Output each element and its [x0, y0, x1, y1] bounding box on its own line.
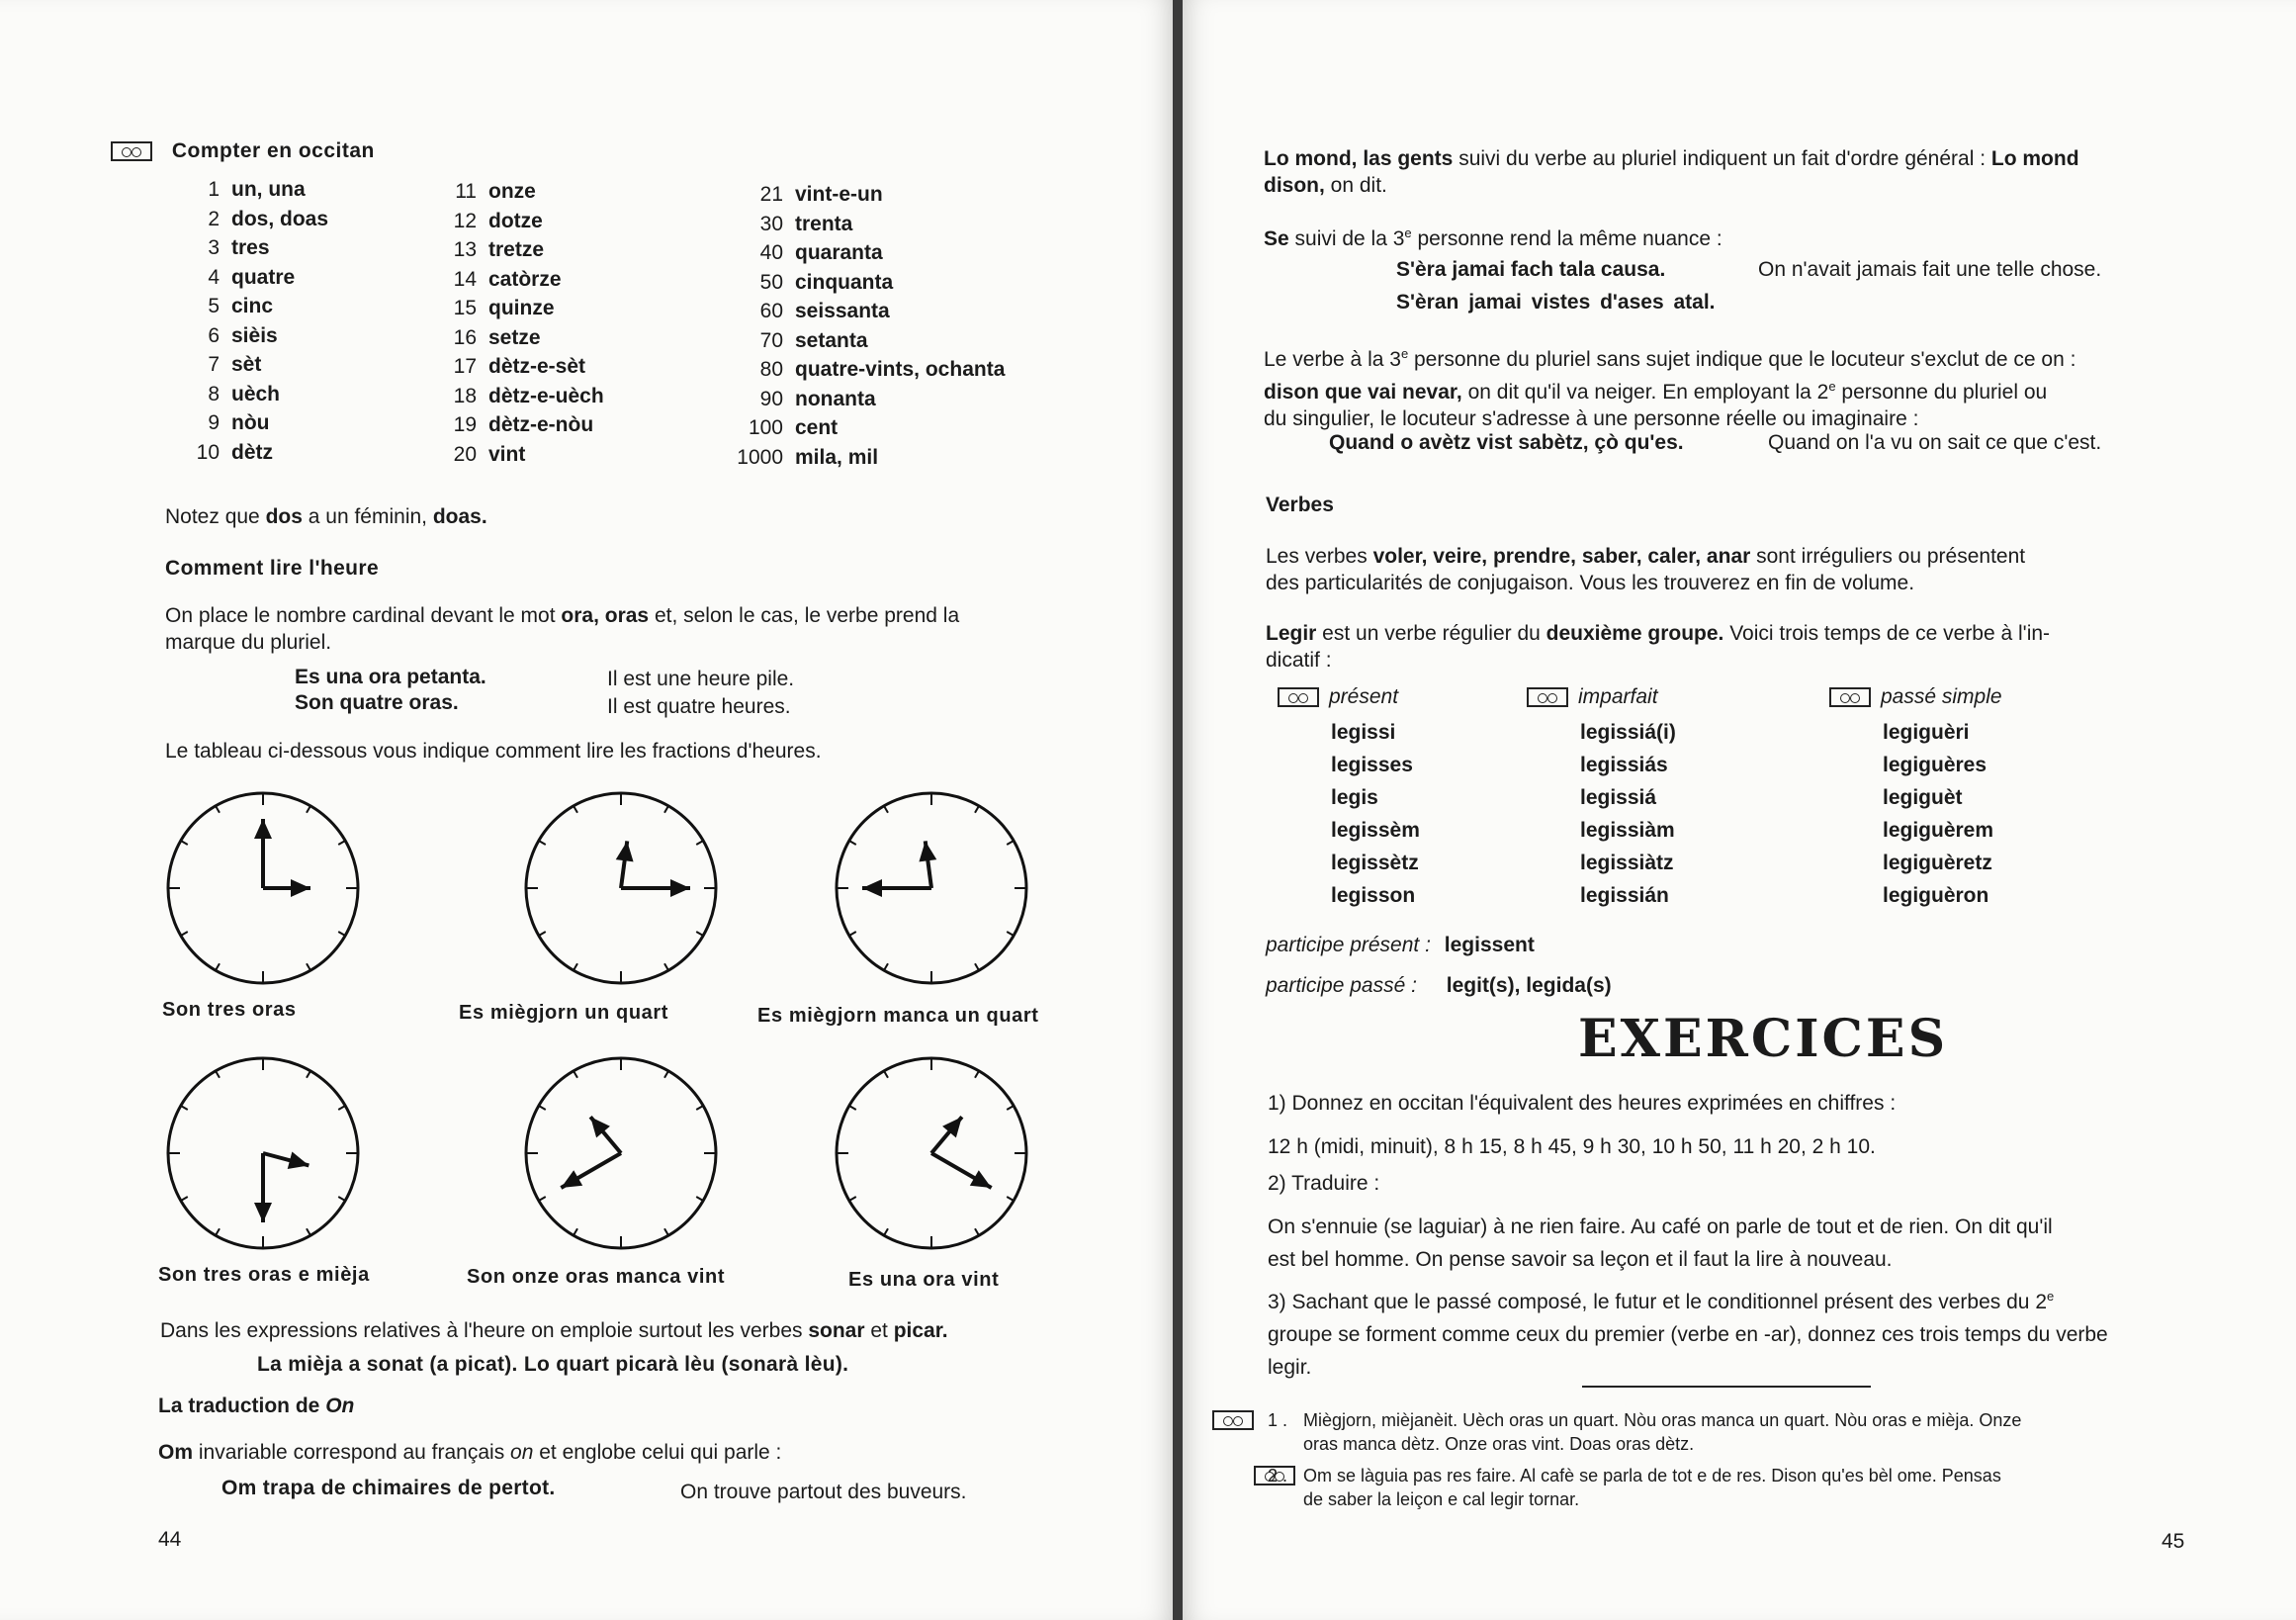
number-word: un, una	[231, 178, 306, 201]
om-paragraph: Om invariable correspond au français on et englobe celui qui parle :	[158, 1441, 782, 1464]
conjugated-form: legissiá	[1580, 786, 1657, 809]
conjugated-form: legissiàm	[1580, 819, 1675, 842]
se-paragraph: Se suivi de la 3e personne rend la même nuance :	[1264, 225, 1722, 250]
number-word: dètz-e-uèch	[488, 384, 604, 407]
tense-heading	[1278, 683, 1398, 710]
tense-heading	[1527, 683, 1658, 710]
number-row	[722, 297, 1005, 326]
number-row	[722, 238, 1005, 268]
example-oc-1: Es una ora petanta.	[295, 666, 486, 688]
number-word: sèt	[231, 353, 262, 376]
tableau-intro: Le tableau ci-dessous vous indique comment lire les fractions d'heures.	[165, 740, 822, 763]
number-digit: 90	[759, 387, 783, 410]
clock-face	[829, 785, 1034, 991]
verbes-paragraph: Les verbes voler, veire, prendre, saber, caler, anar sont irréguliers ou présentent des particularités de conjugaison. Vous les trouverez en fin de volume.	[1266, 545, 2026, 594]
verbe-3e-example-oc: Quand o avètz vist sabètz, çò qu'es.	[1329, 431, 1684, 454]
exercise-2-text: On s'ennuie (se laguiar) à ne rien faire. Au café on parle de tout et de rien. On dit qu'il est bel homme. On pense savoir sa leçon et il faut la lire à nouveau.	[1268, 1215, 2053, 1271]
conjugated-form: legisses	[1331, 754, 1413, 776]
number-row	[415, 352, 604, 382]
clock-caption: Es miègjorn un quart	[459, 1002, 669, 1024]
participe-passe: participe passé : legit(s), legida(s)	[1266, 974, 1612, 997]
conjugated-form: legis	[1331, 786, 1378, 809]
numbers-col-2	[415, 177, 604, 469]
number-digit: 18	[453, 384, 477, 407]
number-digit: 40	[759, 241, 783, 264]
number-digit: 8	[208, 382, 220, 405]
clock-caption: Son onze oras manca vint	[467, 1266, 726, 1288]
conjugated-form: legiguèretz	[1883, 852, 1992, 874]
number-row	[158, 380, 328, 409]
number-row	[158, 233, 328, 263]
conjugated-form: legissiá(i)	[1580, 721, 1676, 744]
page-number-left: 44	[158, 1528, 182, 1551]
note-dos: Notez que dos a un féminin, doas.	[165, 505, 487, 528]
number-row	[722, 210, 1005, 239]
clock-face	[518, 785, 724, 991]
page-number-right: 45	[2162, 1530, 2185, 1553]
number-word: nonanta	[795, 387, 876, 410]
example-oc-2: Son quatre oras.	[295, 691, 459, 714]
number-digit: 1000	[737, 445, 783, 469]
number-digit: 12	[453, 209, 477, 232]
number-row	[722, 180, 1005, 210]
number-word: uèch	[231, 382, 281, 405]
se-example-oc-2: S'èran jamai vistes d'ases atal.	[1396, 291, 1716, 314]
expressions-example: La mièja a sonat (a picat). Lo quart picarà lèu (sonarà lèu).	[257, 1353, 849, 1376]
clock-face	[518, 1050, 724, 1256]
verbes-heading: Verbes	[1266, 494, 1334, 516]
clock-face	[829, 1050, 1034, 1256]
tense-label: imparfait	[1578, 685, 1658, 708]
number-digit: 2	[208, 207, 220, 230]
number-digit: 5	[208, 295, 220, 317]
cassette-icon	[1527, 687, 1568, 707]
number-word: dètz	[231, 440, 273, 464]
book-gutter	[1173, 0, 1183, 1620]
answer-text: Om se làguia pas res faire. Al cafè se parla de tot e de res. Dison qu'es bèl ome. Pensas de saber la leiçon e cal legir tornar.	[1303, 1466, 2001, 1509]
number-row	[415, 440, 604, 470]
exercise-1: 1) Donnez en occitan l'équivalent des heures exprimées en chiffres :	[1268, 1092, 1897, 1115]
verbe-3e-example-fr: Quand on l'a vu on sait ce que c'est.	[1768, 431, 2102, 454]
conjugated-form: legissián	[1580, 884, 1669, 907]
number-digit: 13	[453, 238, 477, 261]
number-word: trenta	[795, 212, 853, 235]
clock-caption: Son tres oras e mièja	[158, 1264, 370, 1286]
number-word: nòu	[231, 411, 270, 434]
se-example-oc-1: S'èra jamai fach tala causa.	[1396, 258, 1666, 281]
count-heading: Compter en occitan	[111, 137, 375, 164]
heure-paragraph: On place le nombre cardinal devant le mot ora, oras et, selon le cas, le verbe prend la marque du pluriel.	[165, 604, 960, 654]
numbers-col-1	[158, 175, 328, 467]
exercise-3: 3) Sachant que le passé composé, le futur et le conditionnel présent des verbes du 2e groupe se forment comme ceux du premier (verbe en -ar), donnez ces trois temps du verbe legir.	[1268, 1289, 2108, 1379]
number-row	[158, 263, 328, 293]
om-example-oc: Om trapa de chimaires de pertot.	[221, 1477, 556, 1499]
conjugated-form: legissètz	[1331, 852, 1419, 874]
tense-heading	[1829, 683, 2002, 710]
number-digit: 14	[453, 267, 477, 291]
tense-label: présent	[1329, 685, 1399, 708]
number-row	[722, 326, 1005, 356]
number-word: seissanta	[795, 300, 890, 322]
example-fr-2: Il est quatre heures.	[607, 695, 791, 718]
verbe-3e-paragraph: Le verbe à la 3e personne du pluriel sans sujet indique que le locuteur s'exclut de ce on : dison que vai nevar, on dit qu'il va neiger. En employant la 2e personne du pluriel ou du singulier, le locuteur s'adresse à une personne réelle ou imaginaire :	[1264, 346, 2076, 430]
number-digit: 19	[453, 413, 477, 436]
number-word: dètz-e-nòu	[488, 413, 594, 436]
number-word: setanta	[795, 328, 868, 352]
cassette-icon	[1212, 1410, 1254, 1430]
exercices-heading: EXERCICES	[1578, 1009, 1949, 1069]
exercise-2: 2) Traduire :	[1268, 1172, 1380, 1195]
number-word: dotze	[488, 209, 543, 232]
heure-heading: Comment lire l'heure	[165, 557, 380, 580]
number-digit: 60	[759, 300, 783, 322]
number-row	[158, 292, 328, 321]
conjugated-form: legissiàtz	[1580, 852, 1674, 874]
number-word: cinc	[231, 295, 274, 317]
om-example-fr: On trouve partout des buveurs.	[680, 1481, 967, 1503]
exercise-1-list: 12 h (midi, minuit), 8 h 15, 8 h 45, 9 h 30, 10 h 50, 11 h 20, 2 h 10.	[1268, 1135, 1876, 1158]
clock-caption: Es una ora vint	[848, 1269, 1000, 1291]
answer-number: 2 .	[1268, 1466, 1288, 1485]
conjugated-form: legiguèri	[1883, 721, 1970, 744]
cassette-icon	[1829, 687, 1871, 707]
answer-number: 1 .	[1268, 1410, 1288, 1430]
number-digit: 80	[759, 358, 783, 381]
se-example-fr-1: On n'avait jamais fait une telle chose.	[1758, 258, 2102, 281]
number-row	[415, 177, 604, 207]
number-word: mila, mil	[795, 445, 879, 469]
conjugated-form: legissi	[1331, 721, 1396, 744]
number-word: quatre	[231, 265, 296, 289]
conjugated-form: legissèm	[1331, 819, 1420, 842]
number-row	[722, 443, 1005, 473]
number-word: vint	[488, 442, 526, 466]
clock-caption: Es miègjorn manca un quart	[757, 1005, 1039, 1027]
number-digit: 17	[453, 355, 477, 378]
answers-divider	[1582, 1386, 1871, 1388]
number-word: tretze	[488, 238, 545, 261]
conjugated-form: legiguèrem	[1883, 819, 1994, 842]
expressions-paragraph: Dans les expressions relatives à l'heure on emploie surtout les verbes sonar et picar.	[160, 1319, 948, 1342]
clock-caption: Son tres oras	[162, 999, 297, 1021]
number-word: cent	[795, 416, 839, 439]
conjugated-form: legiguères	[1883, 754, 1987, 776]
number-row	[158, 408, 328, 438]
number-digit: 16	[453, 325, 477, 349]
number-word: catòrze	[488, 267, 562, 291]
number-digit: 10	[196, 440, 220, 464]
number-digit: 20	[453, 442, 477, 466]
number-row	[158, 350, 328, 380]
number-row	[415, 235, 604, 265]
number-digit: 11	[455, 180, 477, 203]
number-row	[415, 207, 604, 236]
number-digit: 9	[208, 411, 220, 434]
cassette-icon	[111, 141, 152, 161]
number-word: dos, doas	[231, 207, 329, 230]
conjugated-form: legiguèron	[1883, 884, 1989, 907]
number-digit: 21	[759, 183, 783, 206]
numbers-col-3	[722, 180, 1005, 472]
number-row	[158, 321, 328, 351]
conjugated-form: legisson	[1331, 884, 1416, 907]
number-row	[415, 323, 604, 353]
number-row	[415, 265, 604, 295]
number-digit: 15	[453, 297, 477, 319]
number-digit: 50	[759, 270, 783, 294]
number-digit: 7	[208, 353, 220, 376]
legir-paragraph: Legir est un verbe régulier du deuxième groupe. Voici trois temps de ce verbe à l'in- dicatif :	[1266, 622, 2051, 672]
number-word: dètz-e-sèt	[488, 355, 586, 378]
number-word: quatre-vints, ochanta	[795, 358, 1006, 381]
traduction-heading: La traduction de On	[158, 1395, 355, 1417]
number-digit: 70	[759, 328, 783, 352]
number-word: tres	[231, 236, 270, 259]
number-word: setze	[488, 325, 541, 349]
cassette-icon	[1278, 687, 1319, 707]
number-row	[722, 413, 1005, 443]
example-fr-1: Il est une heure pile.	[607, 668, 795, 690]
number-row	[722, 355, 1005, 385]
number-digit: 30	[759, 212, 783, 235]
page-right	[1183, 0, 2296, 1620]
lo-mond-paragraph: Lo mond, las gents suivi du verbe au pluriel indiquent un fait d'ordre général : Lo mond dison, on dit.	[1264, 147, 2079, 197]
number-row	[158, 205, 328, 234]
clock-face	[160, 1050, 366, 1256]
number-digit: 100	[748, 416, 783, 439]
number-digit: 4	[208, 265, 220, 289]
number-row	[158, 438, 328, 468]
answer-text: Mièg​jorn, mièjanèit. Uèch oras un quart. Nòu oras manca un quart. Nòu oras e mièja. Onze oras manca dètz. Onze oras vint. Doas oras dètz.	[1303, 1410, 2022, 1454]
number-row	[722, 268, 1005, 298]
number-row	[415, 382, 604, 411]
conjugated-form: legissiás	[1580, 754, 1668, 776]
number-word: onze	[488, 180, 536, 203]
number-row	[415, 410, 604, 440]
number-digit: 1	[208, 178, 220, 201]
number-word: quinze	[488, 297, 555, 319]
number-row	[722, 385, 1005, 414]
conjugated-form: legiguèt	[1883, 786, 1963, 809]
number-digit: 3	[208, 236, 220, 259]
number-digit: 6	[208, 323, 220, 347]
tense-label: passé simple	[1881, 685, 2002, 708]
number-row	[415, 294, 604, 323]
participe-present: participe présent : legissent	[1266, 934, 1535, 956]
number-word: quaranta	[795, 241, 883, 264]
number-row	[158, 175, 328, 205]
number-word: sièis	[231, 323, 278, 347]
clock-face	[160, 785, 366, 991]
number-word: cinquanta	[795, 270, 894, 294]
number-word: vint-e-un	[795, 183, 883, 206]
